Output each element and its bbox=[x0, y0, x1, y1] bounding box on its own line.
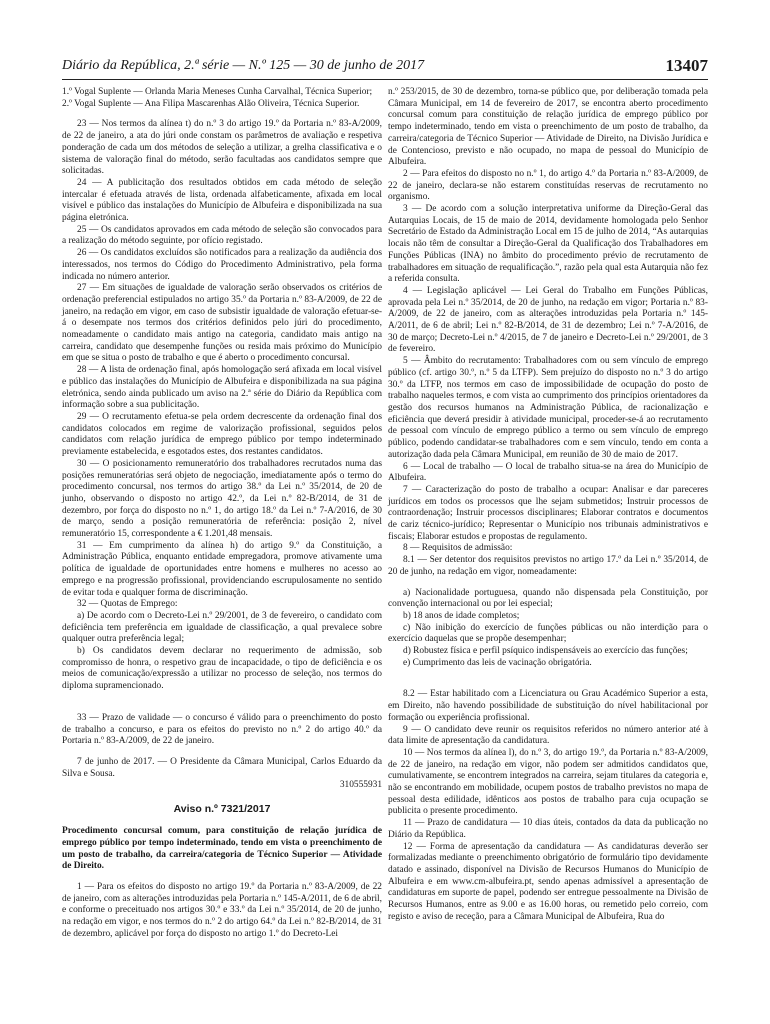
running-head: Diário da República, 2.ª série — N.º 125 — 30 de junho de 2017 bbox=[62, 58, 425, 73]
paragraph-31: 31 — Em cumprimento da alínea h) do artigo 9.º da Constituição, a Administração Pública, enquanto entidade empregadora, promove ativamente uma política de igualdade de oportunidades entre homens e mulheres no acesso ao emprego e na progressão profissional, providenciando escrupulosamente no sentido de evitar toda e qualquer forma de discriminação. bbox=[62, 540, 382, 598]
requirement-b: b) 18 anos de idade completos; bbox=[403, 610, 520, 621]
paragraph-6: 6 — Local de trabalho — O local de trabalho situa-se na área do Município de Albufeira. bbox=[388, 461, 708, 484]
paragraph-4: 4 — Legislação aplicável — Lei Geral do Trabalho em Funções Públicas, aprovada pela Lei n.º 35/2014, de 20 de junho, na redação em vigor; Portaria n.º 83-A/2009, de 22 de janeiro, com as alterações introduzidas pela Portaria n.º 145-A/2011, de 6 de abril; Lei n.º 82-B/2014, de 31 de dezembro; Lei n.º 7-A/2016, de 30 de março; Decreto-Lei n.º 4/2015, de 7 de janeiro e Decreto-Lei n.º 29/2001, de 3 de fevereiro. bbox=[388, 285, 708, 355]
suplente-1: 1.º Vogal Suplente — Orlanda Maria Meneses Cunha Carvalhal, Técnica Superior; bbox=[62, 87, 373, 97]
suplente-2: 2.º Vogal Suplente — Ana Filipa Mascarenhas Alão Oliveira, Técnica Superior. bbox=[62, 98, 360, 109]
quota-b: b) Os candidatos devem declarar no requerimento de admissão, sob compromisso de honra, o respetivo grau de incapacidade, o tipo de deficiência e os meios de comunicação/expressão a utilizar no processo de seleção, nos termos do diploma supramencionado. bbox=[62, 646, 382, 692]
signature: 7 de junho de 2017. — O Presidente da Câmara Municipal, Carlos Eduardo da Silva e Sousa. bbox=[62, 756, 382, 779]
paragraph-29: 29 — O recrutamento efetua-se pela ordem decrescente da ordenação final dos candidatos colocados em regime de valorização profissional, seguidos pelos candidatos com relação jurídica de emprego público por tempo indeterminado previamente estabelecida, e esgotados estes, dos restantes candidatos. bbox=[62, 411, 382, 458]
notice-summary: Procedimento concursal comum, para constituição de relação jurídica de emprego público por tempo indeterminado, tendo em vista o preenchimento de um posto de trabalho, da carreira/categoria de Técnico Superior — Atividade de Direito. bbox=[62, 826, 382, 872]
paragraph-27: 27 — Em situações de igualdade de valoração serão observados os critérios de ordenação preferencial estipulados no artigo 35.º da Portaria n.º 83-A/2009, de 22 de janeiro, na redação em vigor, em caso de subsistir igualdade de valoração efetuar-se-á o desempate nos termos dos critérios definidos pelo júri do procedimento, nomeadamente o candidato mais antigo na categoria, candidato mais antigo na carreira, candidato que desempenhe funções ou resida mais próximo do Município em que se situa o posto de trabalho e que é aberto o procedimento concursal. bbox=[62, 283, 382, 364]
paragraph-8-1: 8.1 — Ser detentor dos requisitos previstos no artigo 17.º da Lei n.º 35/2014, de 20 de junho, na redação em vigor, nomeadamente: bbox=[388, 555, 708, 577]
paragraph-2: 2 — Para efeitos do disposto no n.º 1, do artigo 4.º da Portaria n.º 83-A/2009, de 22 de janeiro, declara-se não estarem constituídas reservas de recrutamento no organismo. bbox=[388, 168, 708, 203]
paragraph-1-continued: n.º 253/2015, de 30 de dezembro, torna-se público que, por deliberação tomada pela Câmara Municipal, em 14 de fevereiro de 2017, se encontra aberto procedimento concursal comum para constituição de relação jurídica de emprego público por tempo indeterminado, tendo em vista o preenchimento de um posto de trabalho, da carreira/categoria de Técnico Superior — Atividade de Direito, na Divisão Jurídica e de Contencioso, previsto e não ocupado, no mapa de pessoal do Município de Albufeira. bbox=[388, 87, 708, 168]
spacer bbox=[62, 748, 382, 757]
requirement-d: d) Robustez física e perfil psíquico indispensáveis ao exercício das funções; bbox=[403, 646, 688, 657]
paragraph-7: 7 — Caracterização do posto de trabalho a ocupar: Analisar e dar pareceres jurídicos em todos os processos que lhe sejam submetidos; Instruir processos de contraordenação; Instruir processos disciplinares; Elaborar contratos e documentos de cariz técnico-jurídico; Representar o Município nos tribunais administrativos e fiscais; Elaborar estudos e propostas de regulamento. bbox=[388, 484, 708, 542]
spacer bbox=[62, 693, 382, 713]
paragraph-23: 23 — Nos termos da alínea t) do n.º 3 do artigo 19.º da Portaria n.º 83-A/2009, de 22 de janeiro, a ata do júri onde constam os parâmetros de avaliação e respetiva ponderação de cada um dos métodos de seleção a utilizar, a grelha classificativa e o sistema de valoração final do método, serão facultadas aos candidatos sempre que solicitadas. bbox=[62, 119, 382, 177]
spacer bbox=[388, 669, 708, 689]
paragraph-26: 26 — Os candidatos excluídos são notificados para a realização da audiência dos interessados, nos termos do Código do Procedimento Administrativo, pela forma indicada no número anterior. bbox=[62, 248, 382, 282]
header-rule bbox=[62, 79, 708, 80]
paragraph-32: 32 — Quotas de Emprego: bbox=[77, 599, 178, 610]
requirement-e: e) Cumprimento das leis de vacinação obrigatória. bbox=[403, 657, 592, 668]
spacer bbox=[62, 873, 382, 882]
paragraph-30: 30 — O posicionamento remuneratório dos trabalhadores recrutados numa das posições remuneratórias será objeto de negociação, imediatamente após o termo do procedimento concursal, nos termos do artigo 38.º da Lei n.º 35/2014, de 20 de junho, observando o disposto no artigo 42.º, da Lei n.º 82-B/2014, de 31 de dezembro, por força do disposto no n.º 1, do artigo 18.º da Lei n.º 7-A/2016, de 30 de março, sendo a posição remuneratória de referência: posição 2, nível remuneratório 15, correspondente a € 1.201,48 mensais. bbox=[62, 458, 382, 540]
paragraph-33: 33 — Prazo de validade — o concurso é válido para o preenchimento do posto de trabalho a concurso, e para os efeitos do previsto no n.º 2 do artigo 40.º da Portaria n.º 83-A/2009, de 22 de janeiro. bbox=[62, 712, 382, 747]
paragraph-28: 28 — A lista de ordenação final, após homologação será afixada em local visível e público das instalações do Município de Albufeira e disponibilizada na sua página eletrónica, sendo ainda publicado um aviso na 2.ª série do Diário da República com informação sobre a sua publicitação. bbox=[62, 365, 382, 411]
right-column bbox=[388, 87, 708, 924]
paragraph-12: 12 — Forma de apresentação da candidatura — As candidaturas deverão ser formalizadas mediante o preenchimento obrigatório de formulário tipo devidamente datado e assinado, disponível na Divisão de Recursos Humanos do Município de Albufeira e em www.cm-albufeira.pt, sendo apenas admissível a apresentação de candidaturas em suporte de papel, podendo ser entregue pessoalmente na Divisão de Recursos Humanos, entre as 9.00 e as 16.00 horas, ou remetido pelo correio, com registo e aviso de receção, para a Câmara Municipal de Albufeira, Rua do bbox=[388, 841, 708, 922]
quota-a: a) De acordo com o Decreto-Lei n.º 29/2001, de 3 de fevereiro, o candidato com deficiência tem preferência em igualdade de classificação, a qual prevalece sobre qualquer outra preferência legal; bbox=[62, 610, 382, 645]
paragraph-25: 25 — Os candidatos aprovados em cada método de seleção são convocados para a realização do método seguinte, por ofício registado. bbox=[62, 224, 382, 247]
paragraph-11: 11 — Prazo de candidatura — 10 dias úteis, contados da data da publicação no Diário da República. bbox=[388, 818, 708, 840]
notice-paragraph-1: 1 — Para os efeitos do disposto no artigo 19.º da Portaria n.º 83-A/2009, de 22 de janeiro, com as alterações introduzidas pela Portaria n.º 145-A/2011, de 6 de abril, e conforme o preceituado nos artigos 30.º e 33.º da Lei n.º 35/2014, de 20 de junho, na redação em vigor, e nos termos do n.º 2 do artigo 64.º da Lei n.º 82-B/2014, de 31 de dezembro, aplicável por força do disposto no artigo 1.º do Decreto-Lei bbox=[62, 881, 382, 939]
page-header bbox=[62, 52, 708, 76]
paragraph-5: 5 — Âmbito do recrutamento: Trabalhadores com ou sem vínculo de emprego público (cf. artigo 30.º, n.º 5 da LTFP). Sem prejuízo do disposto no n.º 3 do artigo 30.º da LTFP, nos termos em caso de impossibilidade de ocupação do posto de trabalho naqueles termos, e com vista ao cumprimento dos princípios orientadores da gestão dos recursos humanos na Administração Pública, de racionalização e eficiência que deverá presidir à atividade municipal, proceder-se-á ao recrutamento de pessoal com vínculo de emprego público a termo ou sem vínculo de emprego público, podendo candidatar-se trabalhadores com e sem vínculo, tendo em conta a autorização dada pela Câmara Municipal, em reunião de 30 de maio de 2017. bbox=[388, 356, 708, 460]
reference-number: 310555931 bbox=[339, 780, 382, 791]
requirement-a: a) Nacionalidade portuguesa, quando não dispensada pela Constituição, por convenção internacional ou por lei especial; bbox=[388, 587, 708, 610]
paragraph-8: 8 — Requisitos de admissão: bbox=[403, 543, 513, 554]
requirement-c: c) Não inibição do exercício de funções públicas ou não interdição para o exercício daquelas que se propõe desempenhar; bbox=[388, 622, 708, 645]
paragraph-3: 3 — De acordo com a solução interpretativa uniforme da Direção-Geral das Autarquias Locais, de 15 de maio de 2014, devidamente homologada pelo Senhor Secretário de Estado da Administração Local em 15 de julho de 2014, “As autarquias locais não têm de consultar a Direção-Geral da Qualificação dos Trabalhadores em Funções Públicas (INA) no âmbito do procedimento prévio de recrutamento de trabalhadores em situação de requalificação.”, razão pela qual esta Autarquia não fez a referida consulta. bbox=[388, 204, 708, 285]
paragraph-8-2: 8.2 — Estar habilitado com a Licenciatura ou Grau Académico Superior a esta, em Direito, não havendo possibilidade de substituição do nível habilitacional por formação ou experiência profissional. bbox=[388, 689, 708, 723]
left-column bbox=[62, 87, 382, 940]
paragraph-24: 24 — A publicitação dos resultados obtidos em cada método de seleção intercalar é efetuada através de lista, ordenada alfabeticamente, afixada em local visível e público das instalações do Município de Albufeira e disponibilizada na sua página eletrónica. bbox=[62, 177, 382, 224]
spacer bbox=[388, 579, 708, 588]
notice-title: Aviso n.º 7321/2017 bbox=[173, 803, 271, 816]
paragraph-10: 10 — Nos termos da alínea l), do n.º 3, do artigo 19.º, da Portaria n.º 83-A/2009, de 22 de janeiro, na redação em vigor, não podem ser admitidos candidatos que, cumulativamente, se encontrem integrados na carreira, sejam titulares da categoria e, não se encontrando em mobilidade, ocupem postos de trabalho previstos no mapa de pessoal desta edilidade, idênticos aos postos de trabalho para cuja ocupação se publicita o presente procedimento. bbox=[388, 747, 708, 817]
paragraph-9: 9 — O candidato deve reunir os requisitos referidos no número anterior até à data limite de apresentação da candidatura. bbox=[388, 724, 708, 747]
page-number: 13407 bbox=[665, 56, 708, 75]
